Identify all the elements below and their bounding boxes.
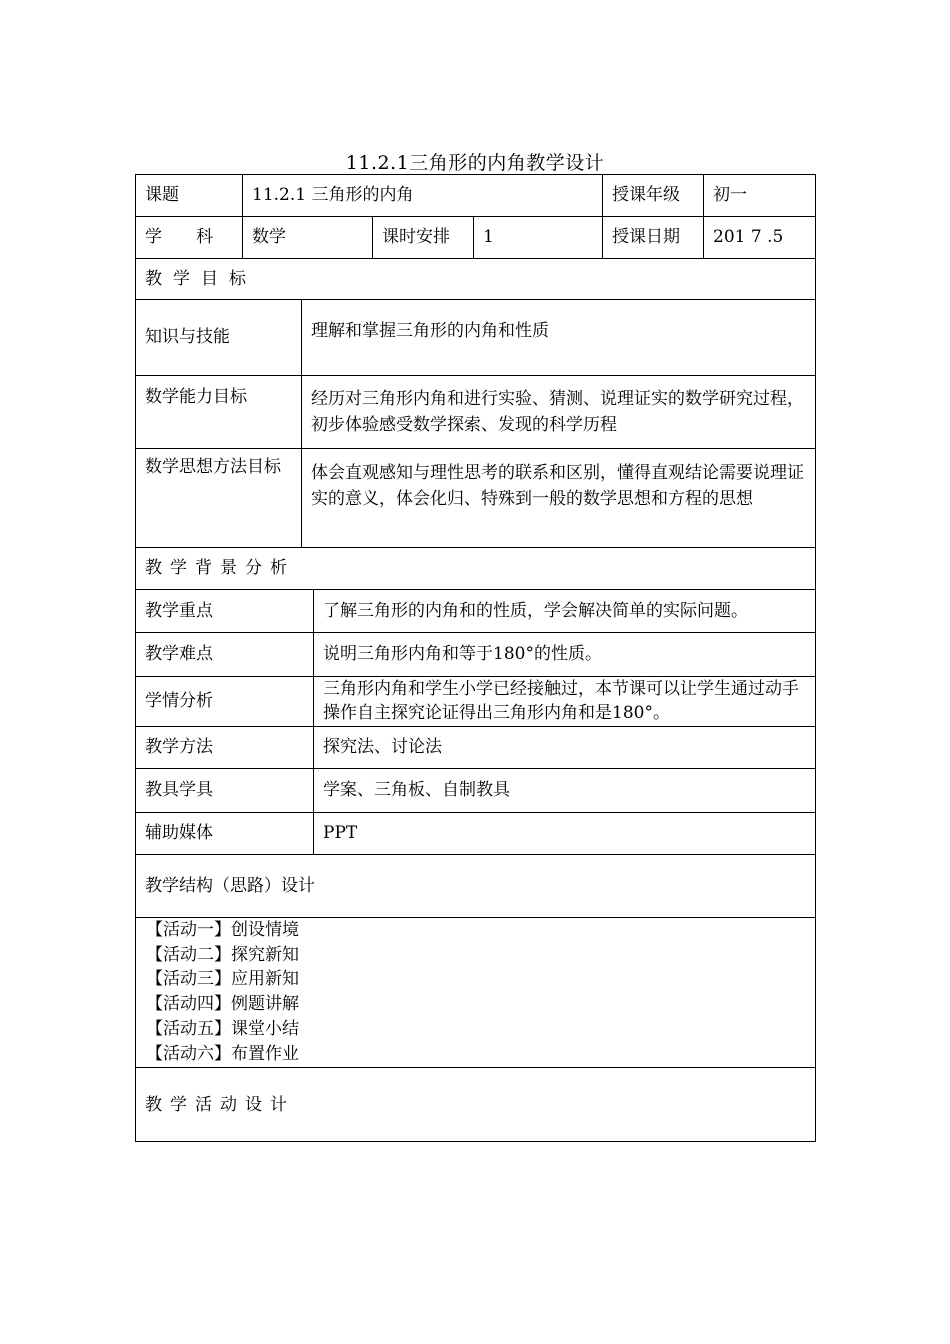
ability-label: 数学能力目标 xyxy=(145,387,247,407)
media-value: PPT xyxy=(323,823,358,843)
page-title: 11.2.1三角形的内角教学设计 xyxy=(345,152,605,174)
topic-label: 课题 xyxy=(145,185,179,205)
students-value: 三角形内角和学生小学已经接触过，本节课可以让学生通过动手操作自主探究论证得出三角形内角和是180°。 xyxy=(323,679,799,723)
media-label: 辅助媒体 xyxy=(145,823,213,843)
activity-design-header: 教学活动设计 xyxy=(145,1094,295,1115)
thinking-label: 数学思想方法目标 xyxy=(145,457,281,477)
students-label: 学情分析 xyxy=(145,691,213,711)
ability-value: 经历对三角形内角和进行实验、猜测、说理证实的数学研究过程，初步体验感受数学探索、发现的科学历程 xyxy=(311,389,804,435)
knowledge-value: 理解和掌握三角形的内角和性质 xyxy=(311,321,549,341)
list-item: 【活动六】布置作业 xyxy=(146,1043,299,1064)
list-item: 【活动一】创设情境 xyxy=(146,920,299,940)
tools-value: 学案、三角板、自制教具 xyxy=(323,780,510,800)
date-label: 授课日期 xyxy=(612,227,680,247)
tools-label: 教具学具 xyxy=(145,780,213,800)
thinking-value: 体会直观感知与理性思考的联系和区别，懂得直观结论需要说理证实的意义，体会化归、特殊到一般的数学思想和方程的思想 xyxy=(311,463,804,509)
period-value: 1 xyxy=(483,227,494,247)
subject-label: 学 科 xyxy=(145,227,213,247)
background-header: 教学背景分析 xyxy=(145,558,295,578)
list-item: 【活动二】探究新知 xyxy=(146,944,299,965)
key-label: 教学重点 xyxy=(145,600,213,621)
objectives-header: 教学目标 xyxy=(145,268,257,289)
knowledge-label: 知识与技能 xyxy=(145,327,230,347)
key-value: 了解三角形的内角和的性质，学会解决简单的实际问题。 xyxy=(323,600,748,621)
difficulty-value: 说明三角形内角和等于180°的性质。 xyxy=(323,644,602,664)
activity-list xyxy=(146,918,299,1066)
method-label: 教学方法 xyxy=(145,737,213,757)
structure-header: 教学结构（思路）设计 xyxy=(145,875,315,896)
difficulty-label: 教学难点 xyxy=(145,644,213,664)
list-item: 【活动三】应用新知 xyxy=(146,969,299,990)
date-value: 201 7 .5 xyxy=(713,227,784,247)
list-item: 【活动五】课堂小结 xyxy=(146,1018,299,1039)
method-value: 探究法、讨论法 xyxy=(323,737,442,757)
topic-value: 11.2.1 三角形的内角 xyxy=(252,185,414,205)
period-label: 课时安排 xyxy=(382,227,450,247)
grade-label: 授课年级 xyxy=(612,185,680,205)
row-divider xyxy=(135,375,816,376)
list-item: 【活动四】例题讲解 xyxy=(146,994,299,1015)
subject-value: 数学 xyxy=(252,227,286,247)
grade-value: 初一 xyxy=(713,185,747,205)
